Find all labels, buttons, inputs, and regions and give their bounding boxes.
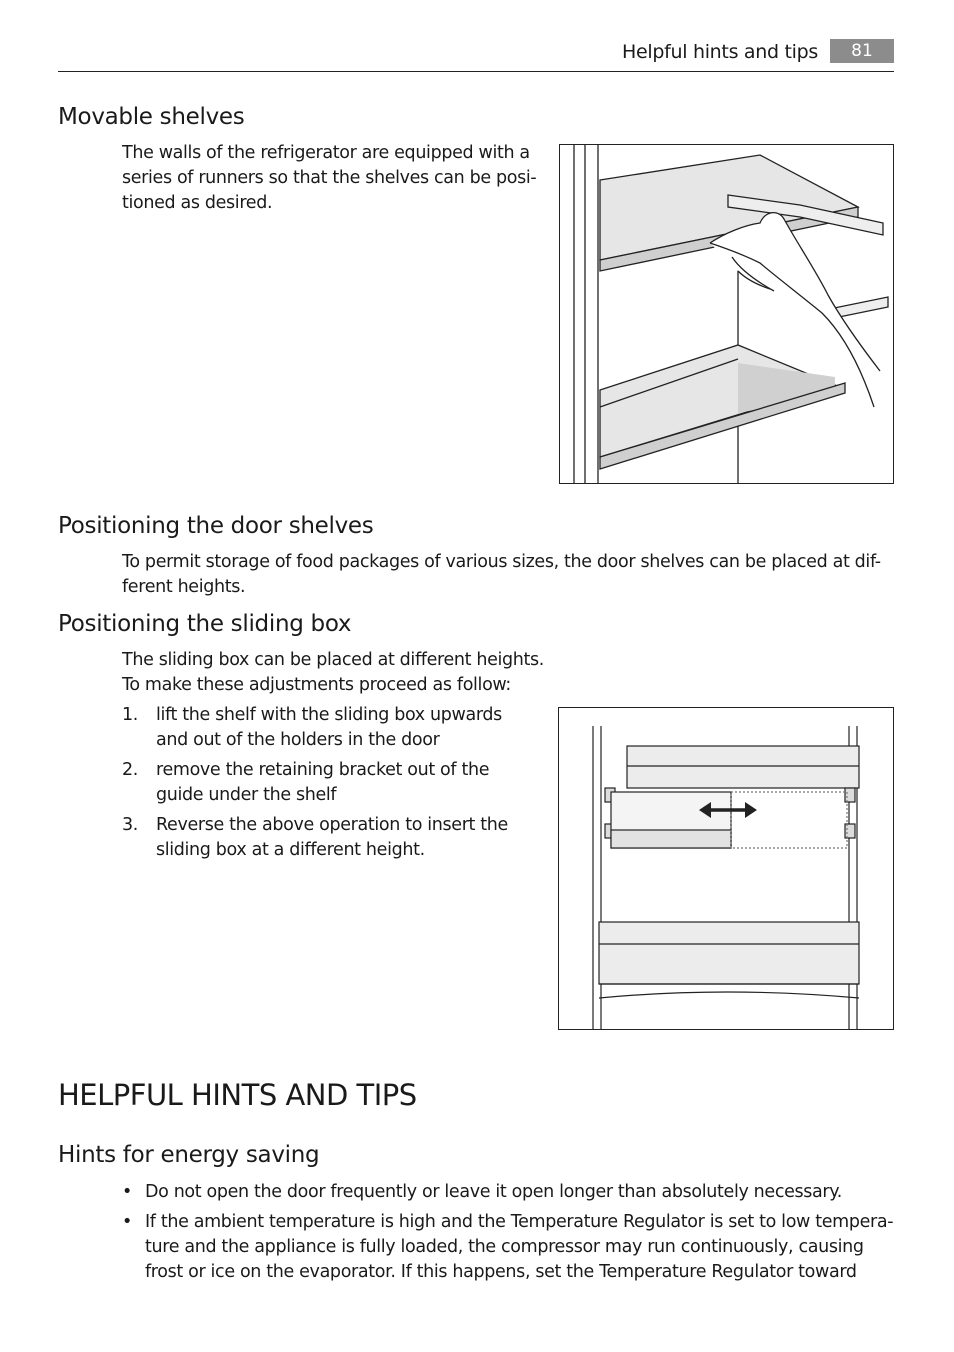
bullet-marker: • bbox=[122, 1212, 132, 1232]
running-header bbox=[58, 38, 894, 72]
text-line: guide under the shelf bbox=[156, 785, 337, 805]
text-line: sliding box at a different height. bbox=[156, 840, 425, 860]
text-line: ferent heights. bbox=[122, 577, 246, 597]
running-header-title: Helpful hints and tips bbox=[622, 41, 818, 63]
step-text bbox=[156, 703, 502, 753]
energy-saving-heading: Hints for energy saving bbox=[58, 1142, 320, 1168]
text-line: The walls of the refrigerator are equipped with a bbox=[122, 143, 530, 163]
section-title: HELPFUL HINTS AND TIPS bbox=[58, 1078, 417, 1112]
text-line: The sliding box can be placed at different heights. bbox=[122, 650, 544, 670]
text-line: Do not open the door frequently or leave it open longer than absolutely necessary. bbox=[145, 1182, 842, 1202]
door-shelves-heading: Positioning the door shelves bbox=[58, 513, 374, 539]
step-number: 1. bbox=[122, 705, 138, 725]
text-line: ture and the appliance is fully loaded, the compressor may run continuously, causing bbox=[145, 1237, 864, 1257]
sliding-box-heading: Positioning the sliding box bbox=[58, 611, 352, 637]
step-number: 3. bbox=[122, 815, 138, 835]
sliding-box-intro bbox=[122, 648, 544, 698]
text-line: To permit storage of food packages of various sizes, the door shelves can be placed at dif- bbox=[122, 552, 881, 572]
text-line: frost or ice on the evaporator. If this happens, set the Temperature Regulator toward bbox=[145, 1262, 857, 1282]
movable-shelves-illustration bbox=[559, 144, 894, 484]
bullet-marker: • bbox=[122, 1182, 132, 1202]
text-line: tioned as desired. bbox=[122, 193, 273, 213]
door-shelves-text bbox=[122, 550, 881, 600]
text-line: remove the retaining bracket out of the bbox=[156, 760, 490, 780]
step-number: 2. bbox=[122, 760, 138, 780]
page-number: 81 bbox=[830, 39, 894, 63]
step-text bbox=[156, 813, 508, 863]
movable-shelves-text bbox=[122, 141, 536, 216]
sliding-box-illustration bbox=[558, 707, 894, 1030]
text-line: If the ambient temperature is high and the Temperature Regulator is set to low tempera- bbox=[145, 1212, 894, 1232]
text-line: To make these adjustments proceed as follow: bbox=[122, 675, 511, 695]
step-text bbox=[156, 758, 489, 808]
text-line: lift the shelf with the sliding box upwards bbox=[156, 705, 502, 725]
bullet-text bbox=[145, 1180, 842, 1205]
text-line: and out of the holders in the door bbox=[156, 730, 440, 750]
movable-shelves-heading: Movable shelves bbox=[58, 104, 245, 130]
bullet-text bbox=[145, 1210, 893, 1285]
text-line: Reverse the above operation to insert the bbox=[156, 815, 508, 835]
text-line: series of runners so that the shelves can be posi- bbox=[122, 168, 537, 188]
